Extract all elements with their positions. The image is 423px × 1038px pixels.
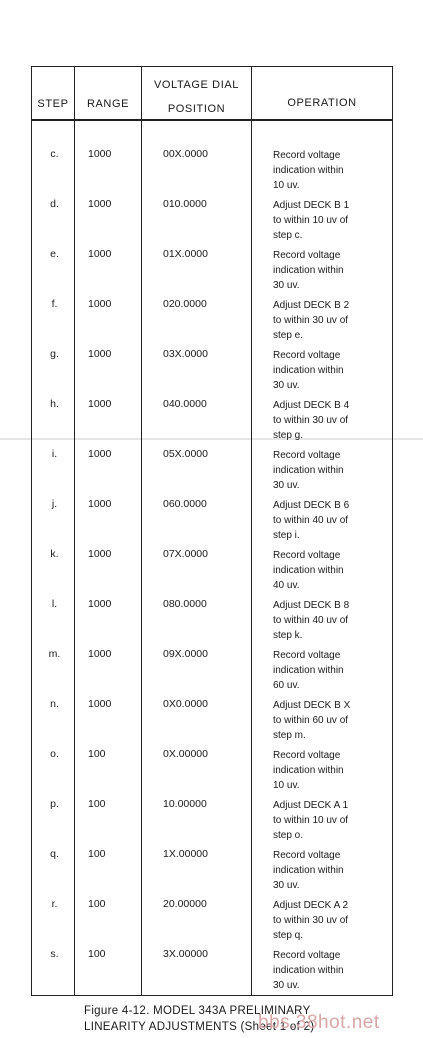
range-cell: 100: [88, 798, 106, 810]
step-cell: j.: [51, 498, 58, 510]
table-row: [32, 133, 392, 191]
operation-line: indication within: [273, 165, 344, 176]
operation-line: to within 40 uv of: [273, 615, 349, 626]
table-row: [32, 283, 392, 341]
step-cell: r.: [51, 898, 58, 910]
operation-line: Record voltage: [273, 750, 341, 761]
table-row: [32, 633, 392, 691]
range-cell: 100: [88, 848, 106, 860]
watermark: bbs.38hot.net: [258, 1012, 380, 1033]
operation-line: Record voltage: [273, 150, 341, 161]
table-row: [32, 833, 392, 891]
range-cell: 1000: [88, 498, 112, 510]
step-cell: e.: [50, 248, 59, 260]
dial-position-cell: 020.0000: [163, 298, 207, 310]
table-row: [32, 183, 392, 241]
caption-line-2: LINEARITY ADJUSTMENTS (Sheet 1 of 2): [84, 1021, 315, 1033]
step-cell: f.: [51, 298, 58, 310]
table-row: [32, 333, 392, 391]
header-divider: [32, 119, 392, 121]
step-cell: k.: [50, 548, 59, 560]
step-cell: h.: [50, 398, 59, 410]
operation-line: 30 uv.: [273, 880, 300, 891]
operation-line: Record voltage: [273, 450, 341, 461]
operation-line: Adjust DECK B 1: [273, 200, 350, 211]
range-cell: 100: [88, 898, 106, 910]
operation-line: Record voltage: [273, 950, 341, 961]
header-operation: OPERATION: [287, 97, 357, 109]
header-range: RANGE: [86, 98, 130, 110]
operation-line: 30 uv.: [273, 280, 300, 291]
range-cell: 1000: [88, 398, 112, 410]
range-cell: 1000: [88, 448, 112, 460]
operation-line: indication within: [273, 965, 344, 976]
step-cell: m.: [48, 648, 61, 660]
operation-line: 40 uv.: [273, 580, 300, 591]
operation-line: Adjust DECK B 4: [273, 400, 350, 411]
step-cell: g.: [50, 348, 59, 360]
dial-position-cell: 040.0000: [163, 398, 207, 410]
operation-line: indication within: [273, 365, 344, 376]
operation-line: Adjust DECK A 1: [273, 800, 349, 811]
operation-line: 10 uv.: [273, 180, 300, 191]
operation-line: 30 uv.: [273, 480, 300, 491]
operation-line: Adjust DECK B 8: [273, 600, 350, 611]
operation-line: to within 10 uv of: [273, 215, 349, 226]
operation-line: indication within: [273, 565, 344, 576]
table-row: [32, 433, 392, 491]
step-cell: p.: [50, 798, 59, 810]
table-row: [32, 683, 392, 741]
operation-line: 60 uv.: [273, 680, 300, 691]
range-cell: 1000: [88, 598, 112, 610]
range-cell: 1000: [88, 148, 112, 160]
step-cell: q.: [50, 848, 59, 860]
operation-line: Record voltage: [273, 650, 341, 661]
header-position: POSITION: [167, 103, 226, 115]
operation-line: to within 10 uv of: [273, 815, 349, 826]
operation-line: 30 uv.: [273, 980, 300, 991]
caption-line-1: Figure 4-12. MODEL 343A PRELIMINARY: [84, 1005, 311, 1017]
table-row: [32, 583, 392, 641]
dial-position-cell: 0X0.0000: [163, 698, 208, 710]
header-step: STEP: [37, 98, 69, 110]
table-row: [32, 233, 392, 291]
operation-line: Record voltage: [273, 250, 341, 261]
operation-line: indication within: [273, 765, 344, 776]
dial-position-cell: 07X.0000: [163, 548, 208, 560]
operation-line: indication within: [273, 865, 344, 876]
operation-line: step c.: [273, 230, 303, 241]
dial-position-cell: 060.0000: [163, 498, 207, 510]
range-cell: 1000: [88, 548, 112, 560]
range-cell: 1000: [88, 248, 112, 260]
operation-line: step e.: [273, 330, 304, 341]
dial-position-cell: 01X.0000: [163, 248, 208, 260]
operation-line: step m.: [273, 730, 306, 741]
operation-line: Adjust DECK B X: [273, 700, 351, 711]
range-cell: 1000: [88, 698, 112, 710]
dial-position-cell: 080.0000: [163, 598, 207, 610]
range-cell: 1000: [88, 348, 112, 360]
operation-line: Adjust DECK B 2: [273, 300, 350, 311]
operation-line: step q.: [273, 930, 304, 941]
table-row: [32, 783, 392, 841]
operation-line: step i.: [273, 530, 300, 541]
operation-line: step o.: [273, 830, 304, 841]
table-row: [32, 883, 392, 941]
step-cell: c.: [50, 148, 59, 160]
operation-cell: [273, 948, 391, 993]
dial-position-cell: 09X.0000: [163, 648, 208, 660]
operation-line: step k.: [273, 630, 303, 641]
operation-line: to within 40 uv of: [273, 515, 349, 526]
operation-line: indication within: [273, 265, 344, 276]
step-cell: l.: [51, 598, 58, 610]
range-cell: 1000: [88, 648, 112, 660]
header-voltage-dial: VOLTAGE DIAL: [153, 79, 240, 91]
dial-position-cell: 00X.0000: [163, 148, 208, 160]
step-cell: n.: [50, 698, 59, 710]
table-row: [32, 383, 392, 441]
operation-line: to within 30 uv of: [273, 315, 349, 326]
dial-position-cell: 03X.0000: [163, 348, 208, 360]
dial-position-cell: 010.0000: [163, 198, 207, 210]
step-cell: d.: [50, 198, 59, 210]
operation-line: to within 30 uv of: [273, 415, 349, 426]
linearity-adjustments-table: [31, 66, 393, 996]
dial-position-cell: 0X.00000: [163, 748, 208, 760]
step-cell: i.: [51, 448, 58, 460]
operation-line: to within 30 uv of: [273, 915, 349, 926]
range-cell: 1000: [88, 298, 112, 310]
operation-line: step g.: [273, 430, 304, 441]
operation-line: Adjust DECK B 6: [273, 500, 350, 511]
operation-line: Record voltage: [273, 850, 341, 861]
range-cell: 1000: [88, 198, 112, 210]
dial-position-cell: 1X.00000: [163, 848, 208, 860]
range-cell: 100: [88, 948, 106, 960]
operation-line: 30 uv.: [273, 380, 300, 391]
range-cell: 100: [88, 748, 106, 760]
step-cell: s.: [50, 948, 59, 960]
table-row: [32, 933, 392, 991]
table-row: [32, 533, 392, 591]
dial-position-cell: 20.00000: [163, 898, 207, 910]
operation-line: Record voltage: [273, 350, 341, 361]
table-row: [32, 733, 392, 791]
operation-line: indication within: [273, 465, 344, 476]
operation-line: Record voltage: [273, 550, 341, 561]
operation-line: 10 uv.: [273, 780, 300, 791]
dial-position-cell: 05X.0000: [163, 448, 208, 460]
operation-line: Adjust DECK A 2: [273, 900, 349, 911]
step-cell: o.: [50, 748, 59, 760]
operation-line: indication within: [273, 665, 344, 676]
table-row: [32, 483, 392, 541]
dial-position-cell: 10.00000: [163, 798, 207, 810]
operation-line: to within 60 uv of: [273, 715, 349, 726]
dial-position-cell: 3X.00000: [163, 948, 208, 960]
